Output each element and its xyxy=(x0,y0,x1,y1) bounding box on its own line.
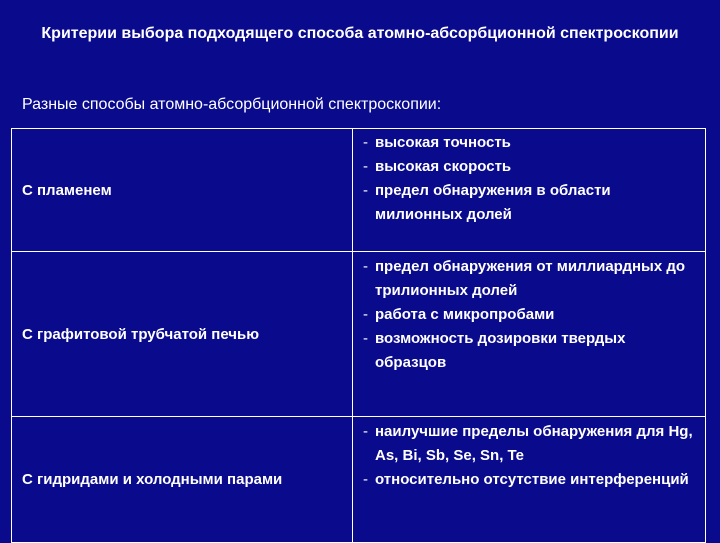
property-text: предел обнаружения в области милионных долей xyxy=(375,182,611,223)
table-row xyxy=(12,129,706,252)
list-item: - работа с микропробами xyxy=(363,306,555,323)
method-name-cell: С пламенем xyxy=(12,129,353,252)
slide-subtitle: Разные способы атомно-абсорбционной спектроскопии: xyxy=(22,96,442,113)
list-item: - наилучшие пределы обнаружения для Hg, As, Bi, Sb, Se, Sn, Te xyxy=(363,423,693,464)
slide-title: Критерии выбора подходящего способа атомно-абсорбционной спектроскопии xyxy=(41,25,679,42)
properties-cell xyxy=(353,417,706,543)
table-row xyxy=(12,252,706,417)
table-row xyxy=(12,417,706,543)
methods-table xyxy=(11,128,706,543)
property-text: возможность дозировки твердых образцов xyxy=(375,330,626,371)
property-text: работа с микропробами xyxy=(375,306,555,323)
list-item: - предел обнаружения в области милионных долей xyxy=(363,182,611,223)
properties-cell xyxy=(353,252,706,417)
property-text: высокая скорость xyxy=(375,158,512,175)
property-text: относительно отсутствие интерференций xyxy=(375,471,689,488)
properties-cell xyxy=(353,129,706,252)
list-item: - высокая скорость xyxy=(363,158,512,175)
list-item: - относительно отсутствие интерференций xyxy=(363,471,689,488)
property-text: высокая точность xyxy=(375,134,511,151)
method-name-cell: С гидридами и холодными парами xyxy=(12,417,353,543)
properties-list xyxy=(363,420,699,492)
properties-list xyxy=(363,255,699,375)
list-item: - высокая точность xyxy=(363,134,511,151)
list-item: - предел обнаружения от миллиардных до трилионных долей xyxy=(363,258,686,299)
method-name-cell: С графитовой трубчатой печью xyxy=(12,252,353,417)
property-text: наилучшие пределы обнаружения для Hg, As, Bi, Sb, Se, Sn, Te xyxy=(375,423,693,464)
property-text: предел обнаружения от миллиардных до трилионных долей xyxy=(375,258,686,299)
properties-list xyxy=(363,131,699,227)
list-item: - возможность дозировки твердых образцов xyxy=(363,330,626,371)
